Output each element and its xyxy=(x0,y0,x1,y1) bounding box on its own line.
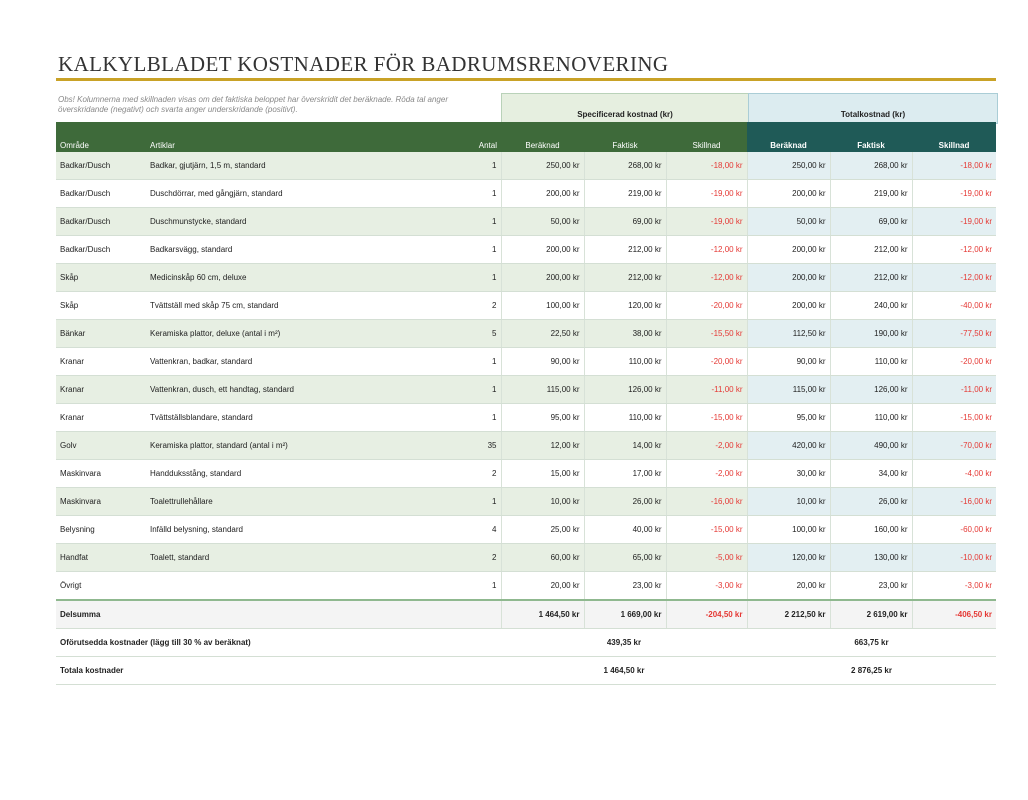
cell-artiklar: Keramiska plattor, deluxe (antal i m²) xyxy=(146,320,416,348)
cost-table xyxy=(56,122,996,685)
cell-spec-skillnad: -19,00 kr xyxy=(666,208,747,236)
cell-tot-beraknad: 250,00 kr xyxy=(747,152,830,180)
cell-spec-faktisk: 23,00 kr xyxy=(584,572,666,601)
cell-spec-faktisk: 38,00 kr xyxy=(584,320,666,348)
cell-tot-beraknad: 100,00 kr xyxy=(747,516,830,544)
cell-tot-skillnad: -18,00 kr xyxy=(912,152,996,180)
cell-artiklar: Vattenkran, dusch, ett handtag, standard xyxy=(146,376,416,404)
table-row xyxy=(56,152,996,180)
cell-spec-beraknad: 15,00 kr xyxy=(501,460,584,488)
table-row xyxy=(56,432,996,460)
cell-spec-skillnad: -19,00 kr xyxy=(666,180,747,208)
cell-spec-faktisk: 14,00 kr xyxy=(584,432,666,460)
cell-spec-faktisk: 17,00 kr xyxy=(584,460,666,488)
cell-spec-skillnad: -15,00 kr xyxy=(666,516,747,544)
cell-spec-faktisk: 26,00 kr xyxy=(584,488,666,516)
cell-tot-beraknad: 420,00 kr xyxy=(747,432,830,460)
cell-spec-beraknad: 12,00 kr xyxy=(501,432,584,460)
cell-antal: 1 xyxy=(416,180,501,208)
totals-spec: 1 464,50 kr xyxy=(501,657,747,685)
table-row xyxy=(56,292,996,320)
note-text: Obs! Kolumnerna med skillnaden visas om det faktiska beloppet har överskridit det beräknade. Röda tal anger överskridande (negativt) och svarta anger underskridande (positivt). xyxy=(58,95,448,114)
cell-antal: 1 xyxy=(416,236,501,264)
cell-antal: 1 xyxy=(416,264,501,292)
cell-antal: 1 xyxy=(416,348,501,376)
cell-tot-skillnad: -20,00 kr xyxy=(912,348,996,376)
table-row xyxy=(56,460,996,488)
cell-tot-skillnad: -77,50 kr xyxy=(912,320,996,348)
cell-omrade: Belysning xyxy=(56,516,146,544)
cell-spec-skillnad: -2,00 kr xyxy=(666,460,747,488)
cell-omrade: Badkar/Dusch xyxy=(56,180,146,208)
table-row xyxy=(56,320,996,348)
cell-tot-skillnad: -4,00 kr xyxy=(912,460,996,488)
col-header-spec-skillnad: Skillnad xyxy=(666,122,747,152)
cell-tot-skillnad: -19,00 kr xyxy=(912,208,996,236)
cell-antal: 1 xyxy=(416,404,501,432)
cell-spec-beraknad: 200,00 kr xyxy=(501,264,584,292)
cell-tot-beraknad: 50,00 kr xyxy=(747,208,830,236)
cell-artiklar xyxy=(146,572,416,601)
cell-spec-skillnad: -15,50 kr xyxy=(666,320,747,348)
cell-tot-faktisk: 219,00 kr xyxy=(830,180,912,208)
cell-antal: 2 xyxy=(416,292,501,320)
cell-spec-faktisk: 120,00 kr xyxy=(584,292,666,320)
cell-spec-beraknad: 60,00 kr xyxy=(501,544,584,572)
unforeseen-row xyxy=(56,629,996,657)
table-row xyxy=(56,544,996,572)
cell-antal: 35 xyxy=(416,432,501,460)
cell-omrade: Kranar xyxy=(56,376,146,404)
col-header-tot-skillnad: Skillnad xyxy=(912,122,996,152)
totals-label: Totala kostnader xyxy=(56,657,501,685)
cell-spec-faktisk: 110,00 kr xyxy=(584,348,666,376)
cell-spec-skillnad: -15,00 kr xyxy=(666,404,747,432)
cell-tot-skillnad: -40,00 kr xyxy=(912,292,996,320)
cell-tot-beraknad: 115,00 kr xyxy=(747,376,830,404)
cell-artiklar: Tvättställ med skåp 75 cm, standard xyxy=(146,292,416,320)
cell-spec-skillnad: -20,00 kr xyxy=(666,348,747,376)
cell-spec-faktisk: 126,00 kr xyxy=(584,376,666,404)
cell-tot-beraknad: 10,00 kr xyxy=(747,488,830,516)
cell-tot-skillnad: -70,00 kr xyxy=(912,432,996,460)
cell-omrade: Övrigt xyxy=(56,572,146,601)
cell-tot-faktisk: 490,00 kr xyxy=(830,432,912,460)
table-row xyxy=(56,264,996,292)
cell-tot-skillnad: -16,00 kr xyxy=(912,488,996,516)
col-header-antal: Antal xyxy=(416,122,501,152)
cell-spec-beraknad: 22,50 kr xyxy=(501,320,584,348)
group-header-specified: Specificerad kostnad (kr) xyxy=(501,93,749,124)
cell-tot-skillnad: -12,00 kr xyxy=(912,264,996,292)
cell-antal: 5 xyxy=(416,320,501,348)
cell-spec-skillnad: -12,00 kr xyxy=(666,236,747,264)
cell-artiklar: Toalett, standard xyxy=(146,544,416,572)
cell-spec-beraknad: 20,00 kr xyxy=(501,572,584,601)
table-row xyxy=(56,488,996,516)
subtotal-tot-faktisk: 2 619,00 kr xyxy=(830,600,912,629)
cell-tot-skillnad: -12,00 kr xyxy=(912,236,996,264)
cell-tot-beraknad: 200,00 kr xyxy=(747,292,830,320)
table-row xyxy=(56,348,996,376)
cell-artiklar: Vattenkran, badkar, standard xyxy=(146,348,416,376)
subtotal-tot-skillnad: -406,50 kr xyxy=(912,600,996,629)
cell-tot-faktisk: 26,00 kr xyxy=(830,488,912,516)
cell-spec-skillnad: -20,00 kr xyxy=(666,292,747,320)
cell-omrade: Badkar/Dusch xyxy=(56,208,146,236)
cell-omrade: Golv xyxy=(56,432,146,460)
col-header-tot-beraknad: Beräknad xyxy=(747,122,830,152)
cell-tot-beraknad: 112,50 kr xyxy=(747,320,830,348)
subtotal-spec-skillnad: -204,50 kr xyxy=(666,600,747,629)
cell-tot-faktisk: 69,00 kr xyxy=(830,208,912,236)
cell-spec-faktisk: 110,00 kr xyxy=(584,404,666,432)
cell-spec-beraknad: 95,00 kr xyxy=(501,404,584,432)
cell-tot-faktisk: 23,00 kr xyxy=(830,572,912,601)
cell-spec-beraknad: 115,00 kr xyxy=(501,376,584,404)
table-row xyxy=(56,376,996,404)
cell-spec-skillnad: -18,00 kr xyxy=(666,152,747,180)
cell-spec-beraknad: 50,00 kr xyxy=(501,208,584,236)
group-header-total: Totalkostnad (kr) xyxy=(748,93,998,124)
cell-spec-faktisk: 40,00 kr xyxy=(584,516,666,544)
cell-artiklar: Handduksstång, standard xyxy=(146,460,416,488)
cell-tot-skillnad: -11,00 kr xyxy=(912,376,996,404)
table-row xyxy=(56,572,996,601)
cell-spec-skillnad: -2,00 kr xyxy=(666,432,747,460)
cell-omrade: Badkar/Dusch xyxy=(56,152,146,180)
cell-spec-beraknad: 100,00 kr xyxy=(501,292,584,320)
cell-artiklar: Badkarsvägg, standard xyxy=(146,236,416,264)
subtotal-tot-beraknad: 2 212,50 kr xyxy=(747,600,830,629)
cell-tot-faktisk: 126,00 kr xyxy=(830,376,912,404)
cell-tot-faktisk: 34,00 kr xyxy=(830,460,912,488)
cell-spec-skillnad: -16,00 kr xyxy=(666,488,747,516)
cell-omrade: Handfat xyxy=(56,544,146,572)
col-header-artiklar: Artiklar xyxy=(146,122,416,152)
table-row xyxy=(56,236,996,264)
cell-spec-faktisk: 219,00 kr xyxy=(584,180,666,208)
title-rule xyxy=(56,78,996,81)
cell-antal: 1 xyxy=(416,572,501,601)
cell-omrade: Skåp xyxy=(56,264,146,292)
unforeseen-label: Oförutsedda kostnader (lägg till 30 % av beräknat) xyxy=(56,629,501,657)
cell-tot-beraknad: 200,00 kr xyxy=(747,264,830,292)
table-row xyxy=(56,180,996,208)
cell-antal: 2 xyxy=(416,460,501,488)
table-row xyxy=(56,208,996,236)
col-header-spec-beraknad: Beräknad xyxy=(501,122,584,152)
cell-tot-faktisk: 212,00 kr xyxy=(830,264,912,292)
cell-spec-beraknad: 200,00 kr xyxy=(501,236,584,264)
totals-row xyxy=(56,657,996,685)
cell-tot-beraknad: 90,00 kr xyxy=(747,348,830,376)
cell-antal: 1 xyxy=(416,208,501,236)
cell-tot-skillnad: -15,00 kr xyxy=(912,404,996,432)
cell-omrade: Badkar/Dusch xyxy=(56,236,146,264)
unforeseen-spec: 439,35 kr xyxy=(501,629,747,657)
cell-spec-skillnad: -5,00 kr xyxy=(666,544,747,572)
cell-antal: 2 xyxy=(416,544,501,572)
subtotal-row xyxy=(56,600,996,629)
cell-artiklar: Duschmunstycke, standard xyxy=(146,208,416,236)
cell-antal: 4 xyxy=(416,516,501,544)
cell-tot-faktisk: 212,00 kr xyxy=(830,236,912,264)
cell-artiklar: Badkar, gjutjärn, 1,5 m, standard xyxy=(146,152,416,180)
cell-spec-beraknad: 10,00 kr xyxy=(501,488,584,516)
cell-tot-beraknad: 20,00 kr xyxy=(747,572,830,601)
cell-artiklar: Infälld belysning, standard xyxy=(146,516,416,544)
unforeseen-total: 663,75 kr xyxy=(747,629,996,657)
cell-spec-faktisk: 212,00 kr xyxy=(584,236,666,264)
cell-tot-beraknad: 200,00 kr xyxy=(747,236,830,264)
subtotal-label: Delsumma xyxy=(56,600,501,629)
col-header-spec-faktisk: Faktisk xyxy=(584,122,666,152)
cell-omrade: Maskinvara xyxy=(56,488,146,516)
cell-spec-beraknad: 250,00 kr xyxy=(501,152,584,180)
cell-omrade: Skåp xyxy=(56,292,146,320)
col-header-tot-faktisk: Faktisk xyxy=(830,122,912,152)
cell-spec-skillnad: -11,00 kr xyxy=(666,376,747,404)
cell-tot-faktisk: 130,00 kr xyxy=(830,544,912,572)
cell-artiklar: Tvättställsblandare, standard xyxy=(146,404,416,432)
cell-tot-faktisk: 190,00 kr xyxy=(830,320,912,348)
cell-omrade: Kranar xyxy=(56,348,146,376)
table-row xyxy=(56,404,996,432)
cell-artiklar: Keramiska plattor, standard (antal i m²) xyxy=(146,432,416,460)
cell-antal: 1 xyxy=(416,376,501,404)
cell-artiklar: Duschdörrar, med gångjärn, standard xyxy=(146,180,416,208)
cell-antal: 1 xyxy=(416,152,501,180)
totals-total: 2 876,25 kr xyxy=(747,657,996,685)
cell-spec-skillnad: -12,00 kr xyxy=(666,264,747,292)
cell-tot-faktisk: 160,00 kr xyxy=(830,516,912,544)
cell-spec-skillnad: -3,00 kr xyxy=(666,572,747,601)
cell-tot-faktisk: 268,00 kr xyxy=(830,152,912,180)
cell-spec-faktisk: 65,00 kr xyxy=(584,544,666,572)
cell-spec-beraknad: 200,00 kr xyxy=(501,180,584,208)
cell-spec-beraknad: 25,00 kr xyxy=(501,516,584,544)
cell-omrade: Maskinvara xyxy=(56,460,146,488)
cell-tot-faktisk: 110,00 kr xyxy=(830,404,912,432)
cell-tot-beraknad: 120,00 kr xyxy=(747,544,830,572)
table-row xyxy=(56,516,996,544)
cell-tot-beraknad: 95,00 kr xyxy=(747,404,830,432)
subtotal-spec-beraknad: 1 464,50 kr xyxy=(501,600,584,629)
cell-omrade: Bänkar xyxy=(56,320,146,348)
cell-tot-skillnad: -60,00 kr xyxy=(912,516,996,544)
page-title: KALKYLBLADET KOSTNADER FÖR BADRUMSRENOVERING xyxy=(58,52,669,76)
cell-tot-skillnad: -3,00 kr xyxy=(912,572,996,601)
cell-spec-faktisk: 69,00 kr xyxy=(584,208,666,236)
cell-tot-faktisk: 240,00 kr xyxy=(830,292,912,320)
cell-tot-skillnad: -19,00 kr xyxy=(912,180,996,208)
cell-tot-skillnad: -10,00 kr xyxy=(912,544,996,572)
col-header-omrade: Område xyxy=(56,122,146,152)
subtotal-spec-faktisk: 1 669,00 kr xyxy=(584,600,666,629)
header-row xyxy=(56,122,996,152)
cell-spec-faktisk: 268,00 kr xyxy=(584,152,666,180)
cell-spec-beraknad: 90,00 kr xyxy=(501,348,584,376)
cell-omrade: Kranar xyxy=(56,404,146,432)
cell-tot-beraknad: 30,00 kr xyxy=(747,460,830,488)
cell-spec-faktisk: 212,00 kr xyxy=(584,264,666,292)
cell-antal: 1 xyxy=(416,488,501,516)
cell-tot-faktisk: 110,00 kr xyxy=(830,348,912,376)
cell-artiklar: Toalettrullehållare xyxy=(146,488,416,516)
cell-tot-beraknad: 200,00 kr xyxy=(747,180,830,208)
cell-artiklar: Medicinskåp 60 cm, deluxe xyxy=(146,264,416,292)
